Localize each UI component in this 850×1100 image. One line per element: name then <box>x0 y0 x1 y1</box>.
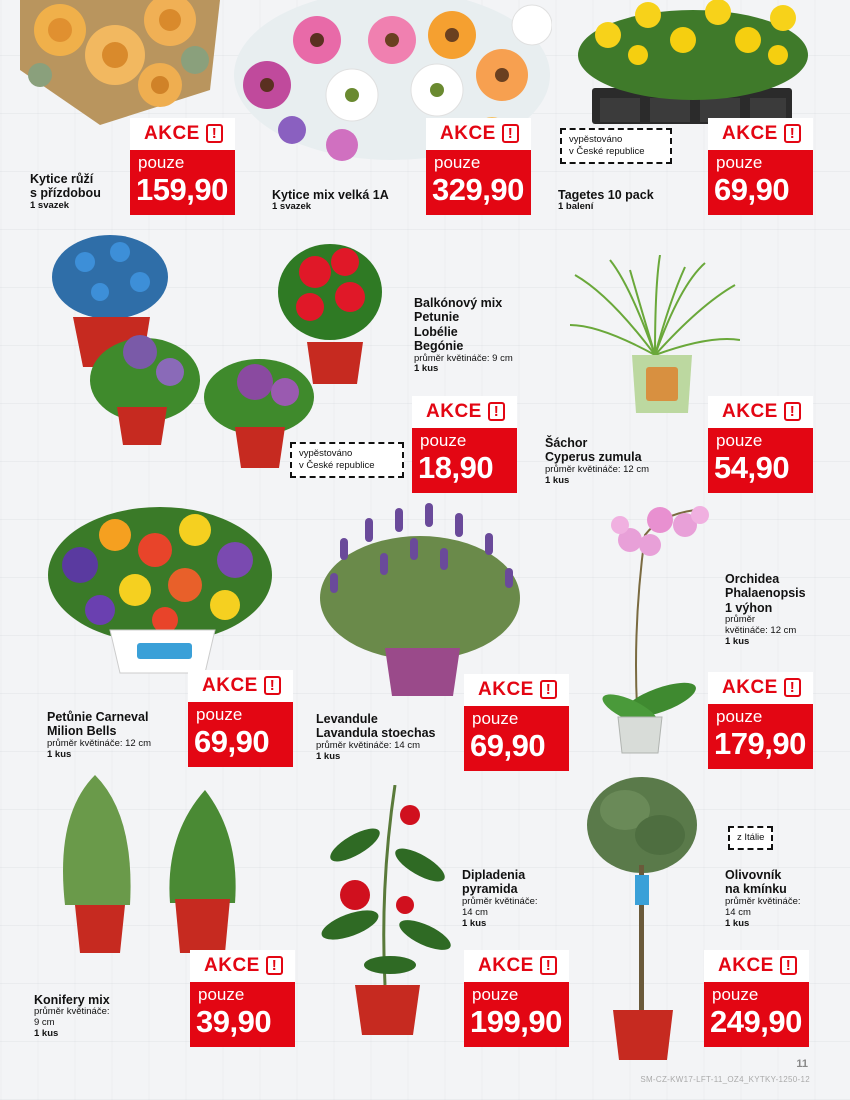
price-box-tagetes <box>708 118 813 215</box>
price-box-levandule <box>464 674 569 771</box>
product-name: Begónie <box>414 339 464 354</box>
price: 39,90 <box>196 1004 272 1039</box>
exclamation-icon: ! <box>784 402 801 421</box>
price-box-orchidea <box>708 672 813 769</box>
product-name: Dipladenia <box>462 868 526 882</box>
pouze-label: pouze <box>716 707 763 726</box>
pouze-label: pouze <box>716 153 763 172</box>
product-name: Petunie <box>414 310 460 325</box>
product-name: Phalaenopsis <box>725 586 806 601</box>
price-box-olivovnik <box>704 950 809 1047</box>
product-detail: 1 svazek <box>30 199 70 211</box>
price: 18,90 <box>418 450 494 485</box>
price: 54,90 <box>714 450 790 485</box>
pouze-label: pouze <box>716 431 763 450</box>
product-dipladenia-info <box>462 868 538 930</box>
price-box-konifery <box>190 950 295 1047</box>
product-detail: 1 kus <box>34 1028 59 1040</box>
product-detail: 9 cm <box>34 1017 55 1029</box>
product-detail: průměr květináče: <box>34 1006 110 1018</box>
exclamation-icon: ! <box>264 676 281 695</box>
conifers-image <box>45 775 245 960</box>
tag-line-1: vypěstováno <box>299 448 353 459</box>
product-detail: 1 kus <box>545 474 570 486</box>
product-name: Tagetes 10 pack <box>558 188 654 202</box>
product-tagetes-info <box>558 188 654 213</box>
pouze-label: pouze <box>420 431 467 450</box>
exclamation-icon: ! <box>784 678 801 697</box>
akce-label: AKCE ! <box>704 950 809 982</box>
product-detail: průměr květináče: 12 cm <box>47 737 152 749</box>
akce-label: AKCE ! <box>426 118 531 150</box>
product-name: Kytice mix velká 1A <box>272 188 389 202</box>
pouze-label: pouze <box>434 153 481 172</box>
akce-label: AKCE ! <box>708 672 813 704</box>
from-italy-tag <box>728 826 773 850</box>
balcony-mix-image <box>45 232 405 472</box>
product-roses-info <box>30 172 101 212</box>
exclamation-icon: ! <box>540 956 557 975</box>
product-name: Orchidea <box>725 572 780 586</box>
price-box-balcony <box>412 396 517 493</box>
product-name: pyramida <box>462 882 518 897</box>
price: 329,90 <box>432 172 524 207</box>
product-name: Balkónový mix <box>414 296 503 310</box>
pouze-label: pouze <box>138 153 185 172</box>
orchid-image <box>600 495 710 757</box>
product-name: na kmínku <box>725 882 787 897</box>
olive-tree-image <box>585 775 700 1065</box>
tag-text: z Itálie <box>737 832 765 843</box>
akce-label: AKCE ! <box>188 670 293 702</box>
price: 199,90 <box>470 1004 562 1039</box>
price-box-sachor <box>708 396 813 493</box>
exclamation-icon: ! <box>488 402 505 421</box>
dipladenia-image <box>315 785 455 1040</box>
cyperus-image <box>570 255 740 415</box>
exclamation-icon: ! <box>540 680 557 699</box>
product-name: Milion Bells <box>47 724 117 739</box>
price-box-roses <box>130 118 235 215</box>
price: 249,90 <box>710 1004 802 1039</box>
akce-label: AKCE ! <box>708 396 813 428</box>
tag-line-2: v České republice <box>299 459 375 471</box>
exclamation-icon: ! <box>266 956 283 975</box>
tag-line-1: vypěstováno <box>569 134 623 145</box>
product-detail: průměr květináče: 14 cm <box>316 739 421 751</box>
grown-in-czech-tag <box>560 128 672 164</box>
product-detail: květináče: 12 cm <box>725 625 797 637</box>
akce-label: AKCE ! <box>190 950 295 982</box>
pouze-label: pouze <box>198 985 245 1004</box>
product-detail: 1 balení <box>558 201 594 213</box>
product-detail: průměr květináče: <box>725 895 801 907</box>
product-detail: 1 kus <box>462 917 487 929</box>
exclamation-icon: ! <box>502 124 519 143</box>
price-box-petunie <box>188 670 293 767</box>
product-detail: průměr květináče: 12 cm <box>545 463 650 475</box>
price: 69,90 <box>470 728 546 763</box>
pouze-label: pouze <box>472 709 519 728</box>
lavender-image <box>315 498 525 698</box>
akce-label: AKCE ! <box>464 950 569 982</box>
product-detail: průměr květináče: <box>462 895 538 907</box>
pouze-label: pouze <box>196 705 243 724</box>
product-detail: 1 kus <box>414 363 439 375</box>
product-detail: 1 kus <box>725 635 750 647</box>
product-name: Konifery mix <box>34 993 110 1007</box>
page-number: 11 <box>796 1058 808 1070</box>
product-balcony-info <box>414 296 513 375</box>
rose-bouquet-image <box>20 0 220 125</box>
tag-line-2: v České republice <box>569 145 645 157</box>
product-detail: průměr <box>725 614 756 626</box>
product-detail: 1 svazek <box>272 201 312 213</box>
product-name: Kytice růží <box>30 172 94 186</box>
product-orchidea-info <box>725 572 806 648</box>
product-detail: 1 kus <box>47 748 72 760</box>
grown-in-czech-tag <box>290 442 404 478</box>
product-detail: 14 cm <box>462 906 488 918</box>
product-levandule-info <box>316 712 436 763</box>
product-name: Šáchor <box>545 436 588 450</box>
product-name: Lavandula stoechas <box>316 726 436 741</box>
price: 69,90 <box>194 724 270 759</box>
akce-label: AKCE ! <box>708 118 813 150</box>
product-detail: průměr květináče: 9 cm <box>414 352 513 364</box>
akce-label: AKCE ! <box>464 674 569 706</box>
product-name: Olivovník <box>725 868 782 882</box>
product-name: Lobélie <box>414 324 458 339</box>
price-box-dipladenia <box>464 950 569 1047</box>
tagetes-pack-image <box>578 0 808 128</box>
petunia-carneval-image <box>45 505 275 680</box>
exclamation-icon: ! <box>780 956 797 975</box>
product-name: Cyperus zumula <box>545 450 642 465</box>
exclamation-icon: ! <box>784 124 801 143</box>
product-olivovnik-info <box>725 868 801 930</box>
product-name: s přízdobou <box>30 186 101 201</box>
product-petunie-info <box>47 710 151 761</box>
product-name: Petůnie Carneval <box>47 710 149 724</box>
price-box-mix <box>426 118 531 215</box>
product-konifery-info <box>34 993 110 1040</box>
price: 159,90 <box>136 172 228 207</box>
product-detail: 1 kus <box>316 750 341 762</box>
product-sachor-info <box>545 436 649 487</box>
akce-label: AKCE ! <box>412 396 517 428</box>
footer-code: SM-CZ-KW17-LFT-11_OZ4_KYTKY-1250-12 <box>640 1075 810 1084</box>
pouze-label: pouze <box>712 985 759 1004</box>
product-detail: 14 cm <box>725 906 751 918</box>
price: 179,90 <box>714 726 806 761</box>
pouze-label: pouze <box>472 985 519 1004</box>
akce-label: AKCE ! <box>130 118 235 150</box>
product-name: Levandule <box>316 712 378 726</box>
product-name: 1 výhon <box>725 600 773 615</box>
price: 69,90 <box>714 172 790 207</box>
exclamation-icon: ! <box>206 124 223 143</box>
product-detail: 1 kus <box>725 917 750 929</box>
product-mix-info <box>272 188 389 213</box>
